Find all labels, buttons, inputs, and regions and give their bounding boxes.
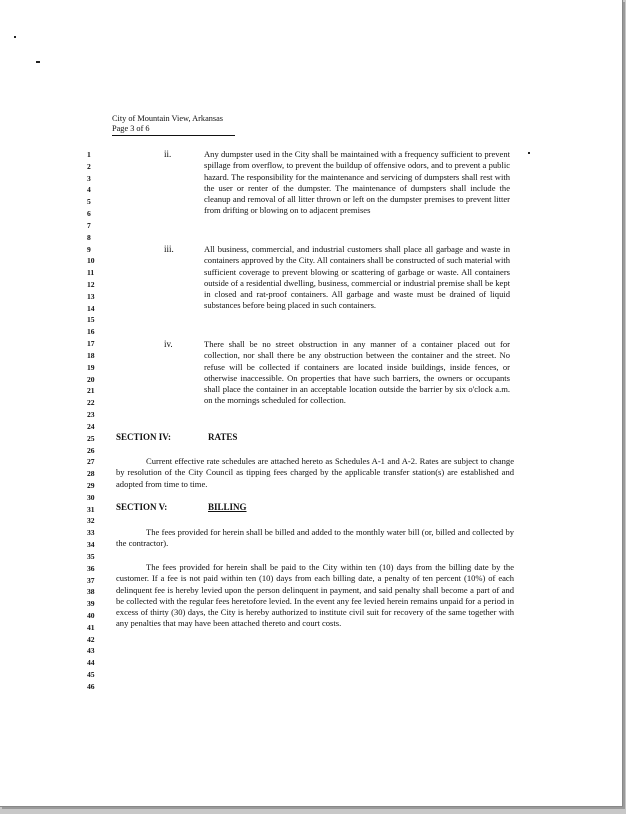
line-number: 31 <box>87 504 95 514</box>
section-title: RATES <box>208 432 238 442</box>
header-city: City of Mountain View, Arkansas <box>112 114 224 123</box>
line-number: 21 <box>87 386 95 396</box>
line-number: 46 <box>87 681 95 691</box>
line-number: 25 <box>87 433 95 443</box>
line-number: 18 <box>87 350 95 360</box>
line-number: 7 <box>87 220 91 230</box>
line-number: 34 <box>87 540 95 550</box>
line-number: 32 <box>87 516 95 526</box>
header-rule <box>112 135 235 136</box>
line-number: 33 <box>87 528 95 538</box>
section-paragraph: The fees provided for herein shall be billed and added to the monthly water bill (or, billed and collected by the contractor). <box>116 527 514 549</box>
line-number: 22 <box>87 398 95 408</box>
line-number: 11 <box>87 268 95 278</box>
scan-speck <box>528 152 530 154</box>
section-label: SECTION IV: <box>116 432 171 442</box>
section-heading <box>116 502 247 513</box>
header-page-number: Page 3 of 6 <box>112 124 150 133</box>
line-number: 43 <box>87 646 95 656</box>
section-paragraph: The fees provided for herein shall be paid to the City within ten (10) days from the billing date by the customer. If a fee is not paid within ten (10) days from each billing date, a penalty of ten percent (10%) of each delinquent fee is hereby levied upon the person delinquent in payment, and said penalty shall become a part of and be collected with the regular fees heretofore levied. In the event any fee levied herein remains unpaid for a period in excess of thirty (30) days, the City is hereby authorized to institute civil suit for recovery of the same together with any penalties that may have been attached thereto and court costs. <box>116 562 514 629</box>
item-paragraph: Any dumpster used in the City shall be maintained with a frequency sufficient to prevent spillage from overflow, to prevent the buildup of offensive odors, and to prevent a public hazard. The responsibility for the maintenance and servicing of dumpsters shall rest with the user or renter of the dumpster. The maintenance of dumpsters shall include the cleanup and removal of all litter thrown or left on the dumpster premises to prevent litter from drifting or blowing on to adjacent premises <box>204 149 510 216</box>
line-number: 26 <box>87 445 95 455</box>
line-number: 28 <box>87 469 95 479</box>
line-number: 14 <box>87 303 95 313</box>
line-number: 10 <box>87 256 95 266</box>
line-number: 37 <box>87 575 95 585</box>
line-number: 16 <box>87 327 95 337</box>
item-numeral: iv. <box>164 339 173 349</box>
line-number: 20 <box>87 374 95 384</box>
line-number: 39 <box>87 599 95 609</box>
line-number: 27 <box>87 457 95 467</box>
line-number: 2 <box>87 161 91 171</box>
page-header <box>112 114 235 136</box>
line-number: 17 <box>87 339 95 349</box>
line-number: 8 <box>87 232 91 242</box>
section-paragraph: Current effective rate schedules are attached hereto as Schedules A-1 and A-2. Rates are subject to change by resolution of the City Council as tipping fees charged by the applicable transfer station(s) are established and adopted from time to time. <box>116 456 514 489</box>
item-numeral: ii. <box>164 149 172 159</box>
line-number: 42 <box>87 634 95 644</box>
scan-speck <box>36 61 40 63</box>
section-heading <box>116 432 238 443</box>
line-number: 15 <box>87 315 95 325</box>
line-number: 12 <box>87 280 95 290</box>
line-number: 5 <box>87 197 91 207</box>
section-label: SECTION V: <box>116 502 168 512</box>
line-number: 9 <box>87 244 91 254</box>
section-title: BILLING <box>208 502 247 512</box>
line-number: 19 <box>87 362 95 372</box>
line-number: 36 <box>87 563 95 573</box>
line-number: 35 <box>87 551 95 561</box>
line-number: 44 <box>87 658 95 668</box>
line-number: 30 <box>87 492 95 502</box>
line-number: 41 <box>87 622 95 632</box>
line-number: 3 <box>87 173 91 183</box>
line-number: 38 <box>87 587 95 597</box>
line-number: 1 <box>87 150 91 159</box>
line-number: 4 <box>87 185 91 195</box>
line-number: 40 <box>87 610 95 620</box>
line-number: 6 <box>87 209 91 219</box>
line-number: 24 <box>87 421 95 431</box>
item-paragraph: All business, commercial, and industrial customers shall place all garbage and waste in containers approved by the City. All containers shall be constructed of such material with sufficient coverage to prevent blowing or scattering of garbage or waste. All containers outside of a residential dwelling, business, commercial or industrial premise shall be kept in closed and rat-proof containers. All garbage and waste must be drained of liquid substances before being placed in such containers. <box>204 244 510 311</box>
scan-speck <box>14 36 16 38</box>
item-paragraph: There shall be no street obstruction in any manner of a container placed out for collection, nor shall there be any obstruction between the container and the street. No refuse will be collected if containers are located inside buildings, inside fences, or otherwise inaccessible. On properties that have such barriers, the owners or occupants shall place the container in an acceptable location outside the barrier by six o'clock a.m. on the mornings scheduled for collection. <box>204 339 510 406</box>
line-number: 13 <box>87 291 95 301</box>
line-number: 45 <box>87 670 95 680</box>
line-number: 23 <box>87 410 95 420</box>
line-number: 29 <box>87 480 95 490</box>
item-numeral: iii. <box>164 244 174 254</box>
